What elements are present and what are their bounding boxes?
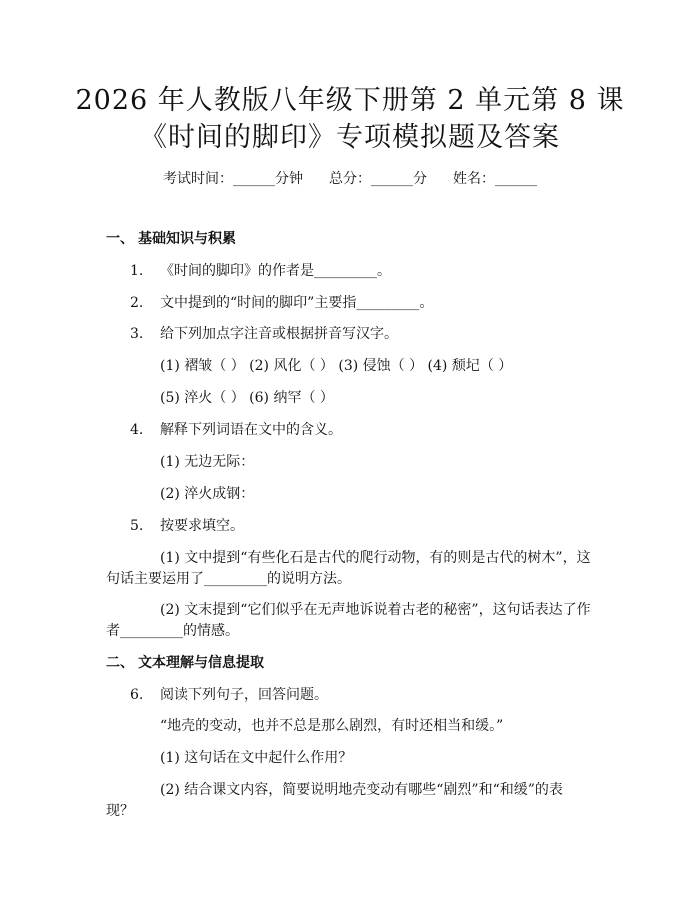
question-5-sub-1-line-1: (1) 文中提到“有些化石是古代的爬行动物，有的则是古代的树木”，这: [160, 550, 591, 566]
question-6-text: 阅读下列句子，回答问题。: [160, 687, 328, 703]
question-4-sub-1: (1) 无边无际：: [160, 454, 255, 470]
question-3-items-line-2: (5) 淬火（ ） (6) 纳罕（ ）: [160, 390, 334, 406]
title-line-1: 2026 年人教版八年级下册第 2 单元第 8 课: [75, 85, 625, 116]
section-heading-1: [106, 229, 236, 249]
section-heading-2: [106, 653, 264, 673]
section-number: 二、: [106, 655, 134, 671]
exam-name-field: 姓名：______: [453, 171, 537, 187]
question-number-6: 6.: [130, 687, 144, 703]
question-number-1: 1.: [130, 263, 144, 279]
section-title: 基础知识与积累: [138, 231, 236, 247]
section-title: 文本理解与信息提取: [138, 655, 264, 671]
exam-meta: [0, 169, 700, 189]
question-4-sub-2: (2) 淬火成钢：: [160, 486, 255, 502]
question-4-text: 解释下列词语在文中的含义。: [160, 422, 342, 438]
question-6-sub-1: (1) 这句话在文中起什么作用？: [160, 750, 353, 766]
question-3-items-line-1: (1) 褶皱（ ） (2) 风化（ ） (3) 侵蚀（ ） (4) 颓圮（ ）: [160, 358, 513, 374]
exam-time: 考试时间：______分钟: [163, 171, 303, 187]
question-6-sub-2-line-2: 现？: [106, 803, 134, 819]
question-number-2: 2.: [130, 295, 144, 311]
question-1-text: 《时间的脚印》的作者是_________。: [160, 263, 391, 279]
section-number: 一、: [106, 231, 134, 247]
question-6-sub-2-line-1: (2) 结合课文内容，简要说明地壳变动有哪些“剧烈”和“和缓”的表: [160, 782, 563, 798]
question-5-text: 按要求填空。: [160, 518, 244, 534]
title-line-2: 《时间的脚印》专项模拟题及答案: [140, 122, 560, 153]
question-number-3: 3.: [130, 326, 144, 342]
question-5-sub-1-line-2: 句话主要运用了_________的说明方法。: [106, 571, 351, 587]
question-5-sub-2-line-2: 者_________的情感。: [106, 623, 239, 639]
question-number-4: 4.: [130, 422, 144, 438]
question-3-text: 给下列加点字注音或根据拼音写汉字。: [160, 326, 398, 342]
question-6-quote: “地壳的变动，也并不总是那么剧烈，有时还相当和缓。”: [160, 718, 504, 734]
question-2-text: 文中提到的“时间的脚印”主要指_________。: [160, 295, 434, 311]
exam-total-score: 总分：______分: [329, 171, 427, 187]
question-5-sub-2-line-1: (2) 文末提到“它们似乎在无声地诉说着古老的秘密”，这句话表达了作: [160, 602, 591, 618]
question-number-5: 5.: [130, 518, 144, 534]
